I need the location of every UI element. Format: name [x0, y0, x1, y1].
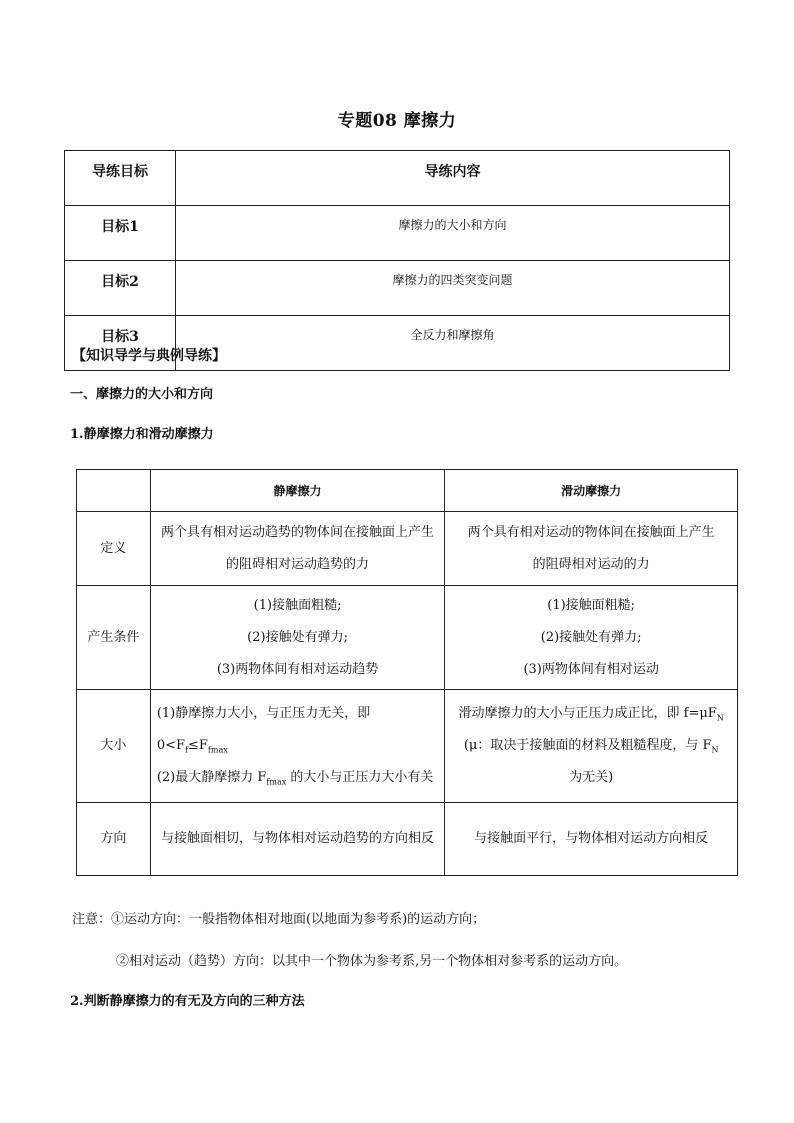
text-line: 两个具有相对运动的物体间在接触面上产生: [467, 524, 715, 540]
goals-table: [64, 150, 730, 371]
goal-target: 目标3: [65, 316, 176, 371]
table-row: [65, 206, 730, 261]
header-content: 导练内容: [176, 151, 730, 206]
text-line: 为无关): [569, 770, 614, 785]
section-1-heading: 一、摩擦力的大小和方向: [70, 387, 214, 402]
goal-content: 摩擦力的大小和方向: [176, 206, 730, 261]
friction-compare-table: [76, 469, 738, 876]
table-row: [65, 261, 730, 316]
text-line: 的阻碍相对运动趋势的力: [226, 556, 370, 572]
row-label: 方向: [77, 803, 151, 876]
page-title: 专题08 摩擦力: [337, 111, 457, 131]
subsection-1-heading: 1.静摩擦力和滑动摩擦力: [70, 427, 214, 442]
text-line: 的阻碍相对运动的力: [532, 556, 650, 572]
empty-corner-cell: [77, 470, 151, 512]
text-line: (3)两物体间有相对运动趋势: [216, 661, 379, 677]
sliding-direction: 与接触面平行，与物体相对运动方向相反: [445, 803, 738, 876]
table-row-direction: [77, 803, 738, 876]
text-line: (μ：取决于接触面的材料及粗糙程度，与 $F_N$: [463, 738, 719, 755]
goal-content: 摩擦力的四类突变问题: [176, 261, 730, 316]
text-line: (2)接触处有弹力;: [540, 629, 642, 645]
text-line: (2)接触处有弹力;: [247, 629, 348, 645]
goal-content: 全反力和摩擦角: [176, 316, 730, 371]
text-line: (1)接触面粗糙;: [253, 597, 342, 613]
note-motion-direction: 注意：①运动方向：一般指物体相对地面(以地面为参考系)的运动方向；: [72, 912, 486, 927]
text-line: (1)静摩擦力大小，与正压力无关，即 $0<F_f\le F_{fmax}$: [156, 706, 371, 755]
text-line: (2)最大静摩擦力 $F_{fmax}$ 的大小与正压力大小有关: [156, 770, 434, 787]
goal-target: 目标2: [65, 261, 176, 316]
table-header-row: [65, 151, 730, 206]
sliding-magnitude: [445, 690, 738, 803]
section-guide-heading: 【知识导学与典例导练】: [72, 348, 226, 364]
header-static-friction: 静摩擦力: [150, 470, 445, 512]
text-line: (1)接触面粗糙;: [547, 597, 636, 613]
text-line: (3)两物体间有相对运动: [523, 661, 659, 677]
row-label: 产生条件: [77, 586, 151, 690]
table-row-definition: [77, 512, 738, 586]
header-goal: 导练目标: [65, 151, 176, 206]
table-row-magnitude: [77, 690, 738, 803]
static-direction: 与接触面相切，与物体相对运动趋势的方向相反: [150, 803, 445, 876]
static-magnitude: [150, 690, 445, 803]
row-label: 定义: [77, 512, 151, 586]
static-conditions: [150, 586, 445, 690]
row-label: 大小: [77, 690, 151, 803]
text-line: 两个具有相对运动趋势的物体间在接触面上产生: [161, 524, 435, 540]
note-relative-motion-direction: ②相对运动（趋势）方向：以其中一个物体为参考系,另一个物体相对参考系的运动方向。: [116, 954, 628, 969]
subsection-2-heading: 2.判断静摩擦力的有无及方向的三种方法: [70, 994, 305, 1009]
sliding-conditions: [445, 586, 738, 690]
table-header-row: [77, 470, 738, 512]
text-line: 滑动摩擦力的大小与正压力成正比，即 $f=\mu F_N$: [458, 706, 724, 723]
static-definition: [150, 512, 445, 586]
sliding-definition: [445, 512, 738, 586]
goal-target: 目标1: [65, 206, 176, 261]
table-row-conditions: [77, 586, 738, 690]
header-sliding-friction: 滑动摩擦力: [445, 470, 738, 512]
